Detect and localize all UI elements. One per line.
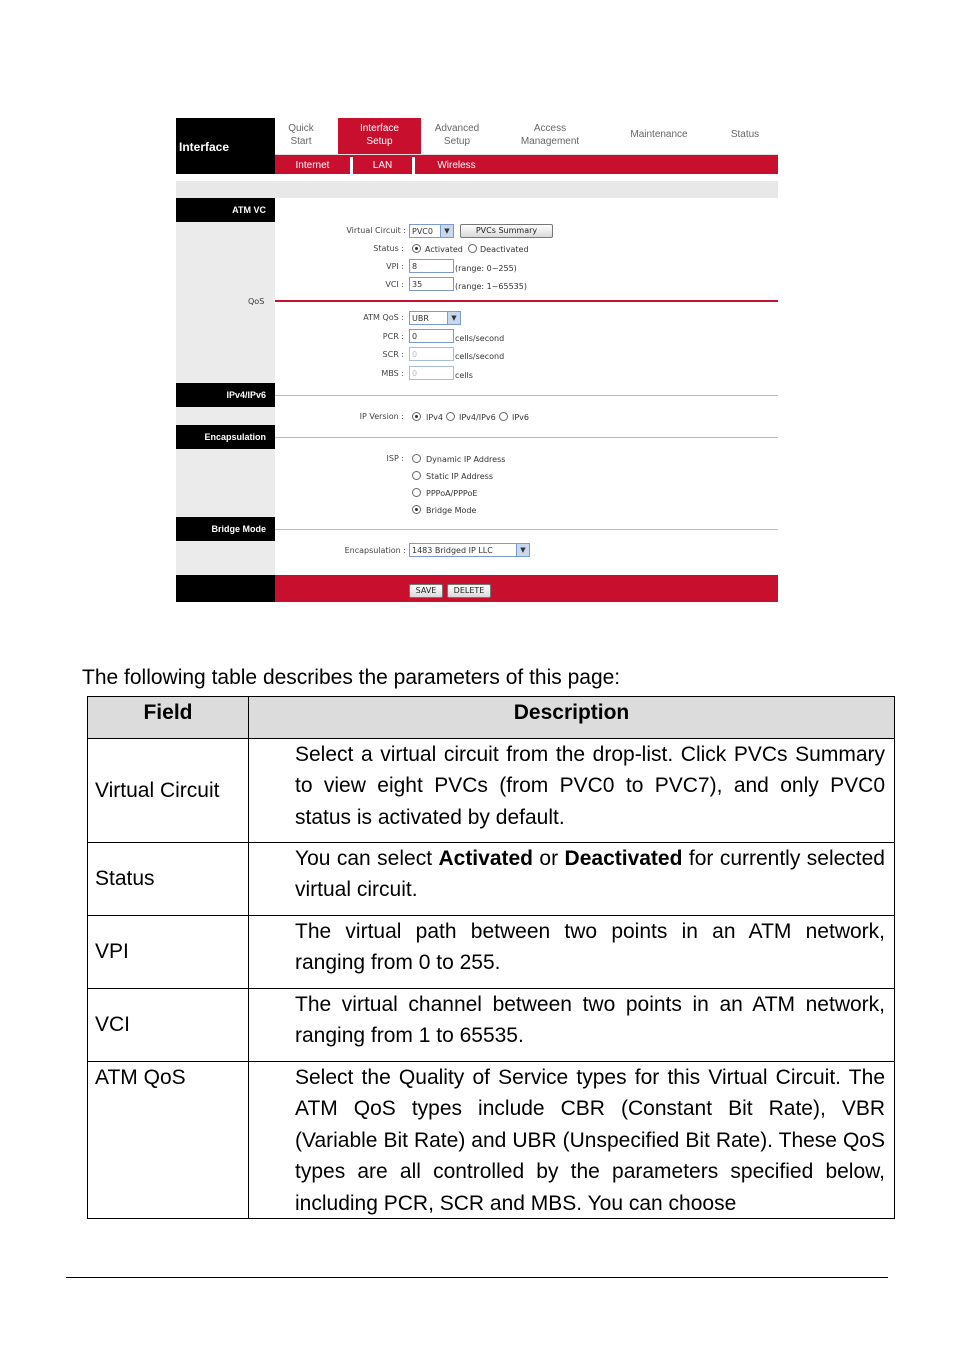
- section-qos: QoS: [248, 297, 265, 306]
- mbs-unit: cells: [455, 371, 473, 380]
- vci-label: VCI :: [385, 280, 404, 289]
- encapsulation-value: 1483 Bridged IP LLC: [412, 546, 493, 555]
- parameter-table: [87, 696, 895, 1219]
- vpi-label: VPI :: [386, 262, 404, 271]
- virtual-circuit-value: PVC0: [412, 227, 433, 236]
- table-row: [87, 1061, 248, 1219]
- intro-text: The following table describes the parameters of this page:: [82, 666, 621, 689]
- field-cell: VCI: [95, 1013, 131, 1036]
- subtab-wireless[interactable]: Wireless: [412, 157, 498, 174]
- encapsulation-label: Encapsulation :: [344, 546, 406, 555]
- footer-left: [176, 575, 275, 602]
- header-description: Description: [248, 696, 895, 738]
- tab-quick-start[interactable]: Quick Start: [288, 123, 314, 147]
- delete-button[interactable]: DELETE: [447, 584, 491, 598]
- isp-dynamic-ip-radio[interactable]: [412, 454, 421, 463]
- desc-text: for currently selected virtual circuit.: [295, 847, 885, 902]
- header-field: Field: [87, 696, 248, 738]
- isp-pppoa-text: PPPoA/PPPoE: [426, 489, 478, 498]
- ipv4-ipv6-text: IPv4/IPv6: [459, 413, 496, 422]
- status-deactivated-text: Deactivated: [480, 245, 529, 254]
- tab-status[interactable]: Status: [730, 129, 760, 140]
- save-button[interactable]: SAVE: [409, 584, 443, 598]
- table-row: [87, 915, 248, 988]
- subtab-internet[interactable]: Internet: [295, 160, 330, 171]
- mbs-label: MBS :: [381, 369, 404, 378]
- desc-bold-deactivated: Deactivated: [564, 847, 683, 870]
- vpi-range: (range: 0~255): [455, 264, 517, 273]
- ipv4-radio[interactable]: [412, 412, 421, 421]
- section-ipv4-ipv6: IPv4/IPv6: [176, 383, 275, 407]
- table-row: [87, 988, 248, 1061]
- tab-maintenance[interactable]: Maintenance: [630, 129, 688, 140]
- table-row: [87, 842, 248, 915]
- section-atm-vc: ATM VC: [176, 198, 275, 222]
- description-cell: The virtual path between two points in an ATM network, ranging from 0 to 255.: [248, 915, 895, 988]
- section-encapsulation: Encapsulation: [176, 425, 275, 449]
- tab-interface-setup[interactable]: Interface Setup: [338, 118, 421, 154]
- chevron-down-icon: ▼: [447, 312, 460, 324]
- isp-static-ip-radio[interactable]: [412, 471, 421, 480]
- ip-divider: [275, 395, 778, 396]
- virtual-circuit-select[interactable]: [409, 224, 454, 238]
- vpi-input[interactable]: 8: [409, 259, 454, 273]
- chevron-down-icon: ▼: [440, 225, 453, 237]
- status-deactivated-radio[interactable]: [468, 244, 477, 253]
- scr-input[interactable]: 0: [409, 347, 454, 361]
- field-cell: Status: [95, 867, 155, 890]
- spacer-strip: [176, 181, 778, 198]
- atm-qos-label: ATM QoS :: [363, 313, 404, 322]
- field-cell: Virtual Circuit: [95, 778, 220, 802]
- isp-dynamic-ip-text: Dynamic IP Address: [426, 455, 506, 464]
- chevron-down-icon: ▼: [516, 544, 529, 556]
- subtab-lan[interactable]: LAN: [350, 157, 412, 174]
- isp-pppoa-radio[interactable]: [412, 488, 421, 497]
- ip-version-label: IP Version :: [359, 412, 404, 421]
- footer-bar: [275, 575, 778, 602]
- pvcs-summary-button[interactable]: PVCs Summary: [460, 224, 553, 238]
- brand-label: Interface: [176, 118, 275, 174]
- desc-text: You can select: [295, 847, 439, 870]
- page-footer-rule: [66, 1277, 888, 1278]
- desc-text: or: [533, 847, 565, 870]
- description-cell: Select the Quality of Service types for this Virtual Circuit. The ATM QoS types include CBR (Constant Bit Rate), VBR (Variable Bit Rate) and UBR (Unspecified Bit Rate). These QoS types are all controlled by the parameters specified below, including PCR, SCR and MBS. You can choose: [248, 1061, 895, 1219]
- status-activated-text: Activated: [425, 245, 463, 254]
- pcr-unit: cells/second: [455, 334, 505, 343]
- encapsulation-select[interactable]: [409, 543, 530, 557]
- isp-static-ip-text: Static IP Address: [426, 472, 494, 481]
- description-cell: Select a virtual circuit from the drop-list. Click PVCs Summary to view eight PVCs (from PVC0 to PVC7), and only PVC0 status is activated by default.: [248, 738, 895, 842]
- status-activated-radio[interactable]: [412, 244, 421, 253]
- ipv6-text: IPv6: [512, 413, 530, 422]
- virtual-circuit-label: Virtual Circuit :: [346, 226, 406, 235]
- encap-divider: [275, 437, 778, 438]
- qos-divider: [275, 300, 778, 302]
- tab-access-management[interactable]: Access Management: [520, 123, 580, 147]
- ipv4-text: IPv4: [426, 413, 444, 422]
- isp-bridge-mode-text: Bridge Mode: [426, 506, 477, 515]
- field-cell: VPI: [95, 940, 129, 963]
- mbs-input[interactable]: 0: [409, 366, 454, 380]
- ipv4-ipv6-radio[interactable]: [446, 412, 455, 421]
- isp-label: ISP :: [386, 454, 404, 463]
- pcr-input[interactable]: 0: [409, 329, 454, 343]
- isp-bridge-mode-radio[interactable]: [412, 505, 421, 514]
- atm-qos-select[interactable]: [409, 311, 461, 325]
- section-bridge-mode: Bridge Mode: [176, 517, 275, 541]
- field-cell: ATM QoS: [95, 1066, 186, 1089]
- atm-qos-value: UBR: [412, 314, 429, 323]
- status-label: Status :: [373, 244, 404, 253]
- pcr-label: PCR :: [382, 332, 404, 341]
- ipv6-radio[interactable]: [499, 412, 508, 421]
- description-cell: [248, 842, 895, 915]
- description-cell: The virtual channel between two points in an ATM network, ranging from 1 to 65535.: [248, 988, 895, 1061]
- vci-input[interactable]: 35: [409, 277, 454, 291]
- vci-range: (range: 1~65535): [455, 282, 527, 291]
- table-row: [87, 738, 248, 842]
- tab-advanced-setup[interactable]: Advanced Setup: [434, 123, 480, 147]
- scr-unit: cells/second: [455, 352, 505, 361]
- router-config-screenshot: [176, 118, 778, 602]
- desc-bold-activated: Activated: [438, 847, 533, 870]
- scr-label: SCR :: [382, 350, 404, 359]
- bridge-divider: [275, 529, 778, 530]
